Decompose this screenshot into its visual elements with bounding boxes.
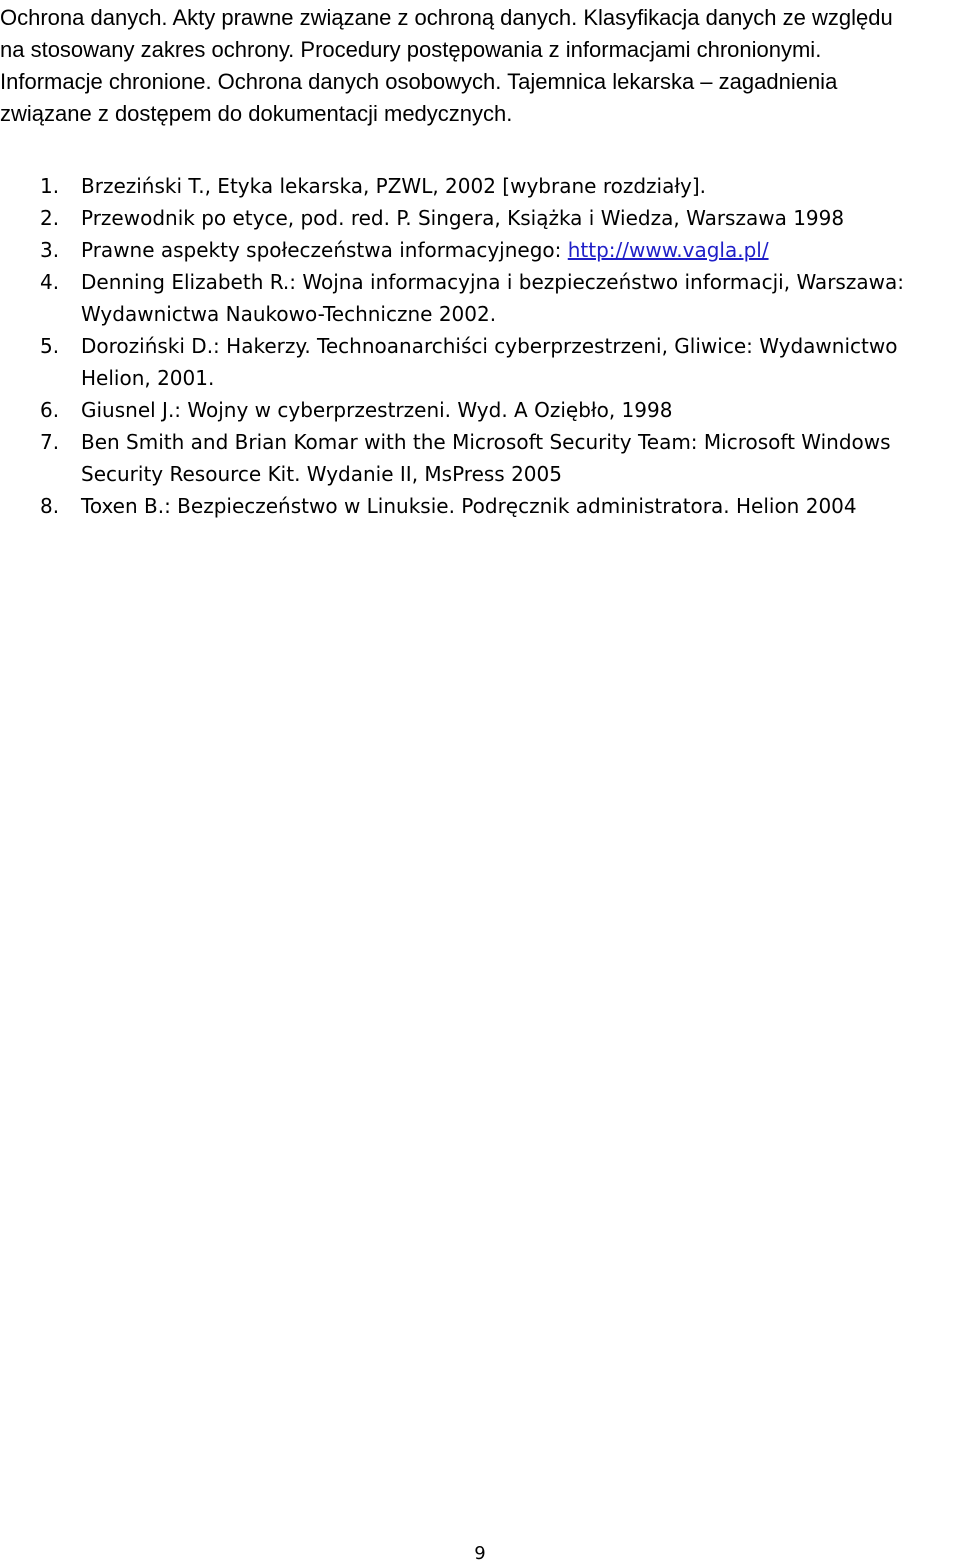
reference-text: Denning Elizabeth R.: Wojna informacyjna i bezpieczeństwo informacji, Warszawa: (81, 270, 904, 294)
intro-paragraph (0, 0, 960, 130)
reference-number: 2. (40, 206, 60, 230)
reference-text: Toxen B.: Bezpieczeństwo w Linuksie. Podręcznik administratora. Helion 2004 (81, 494, 857, 518)
page-number: 9 (474, 1543, 486, 1564)
reference-number: 8. (40, 494, 60, 518)
reference-text-row (81, 234, 960, 266)
reference-number: 4. (40, 270, 60, 294)
reference-list (0, 170, 960, 522)
reference-number: 6. (40, 398, 60, 422)
reference-number: 1. (40, 174, 60, 198)
reference-item (0, 266, 960, 330)
reference-number: 7. (40, 430, 60, 454)
reference-text: Helion, 2001. (81, 366, 215, 390)
reference-text: Security Resource Kit. Wydanie II, MsPress 2005 (81, 462, 562, 486)
reference-text: Brzeziński T., Etyka lekarska, PZWL, 2002 [wybrane rozdziały]. (81, 174, 707, 198)
reference-item (0, 394, 960, 426)
reference-number: 3. (40, 238, 60, 262)
reference-text: Przewodnik po etyce, pod. red. P. Singera, Książka i Wiedza, Warszawa 1998 (81, 206, 845, 230)
reference-number: 5. (40, 334, 60, 358)
reference-item (0, 426, 960, 490)
reference-text: Ben Smith and Brian Komar with the Microsoft Security Team: Microsoft Windows (81, 430, 891, 454)
intro-line: Informacje chronione. Ochrona danych osobowych. Tajemnica lekarska – zagadnienia (0, 69, 838, 94)
reference-text: Wydawnictwa Naukowo-Techniczne 2002. (81, 302, 497, 326)
reference-text: Prawne aspekty społeczeństwa informacyjnego: (81, 238, 568, 262)
reference-text: Doroziński D.: Hakerzy. Technoanarchiści cyberprzestrzeni, Gliwice: Wydawnictwo (81, 334, 898, 358)
reference-item (0, 490, 960, 522)
reference-item (0, 202, 960, 234)
reference-text: Giusnel J.: Wojny w cyberprzestrzeni. Wyd. A Oziębło, 1998 (81, 398, 673, 422)
intro-line: związane z dostępem do dokumentacji medycznych. (0, 101, 513, 126)
reference-item (0, 330, 960, 394)
intro-line: na stosowany zakres ochrony. Procedury postępowania z informacjami chronionymi. (0, 37, 822, 62)
intro-line: Ochrona danych. Akty prawne związane z ochroną danych. Klasyfikacja danych ze względu (0, 5, 893, 30)
vagla-link[interactable]: http://www.vagla.pl/ (567, 238, 769, 262)
reference-item (0, 170, 960, 202)
reference-item (0, 234, 960, 266)
